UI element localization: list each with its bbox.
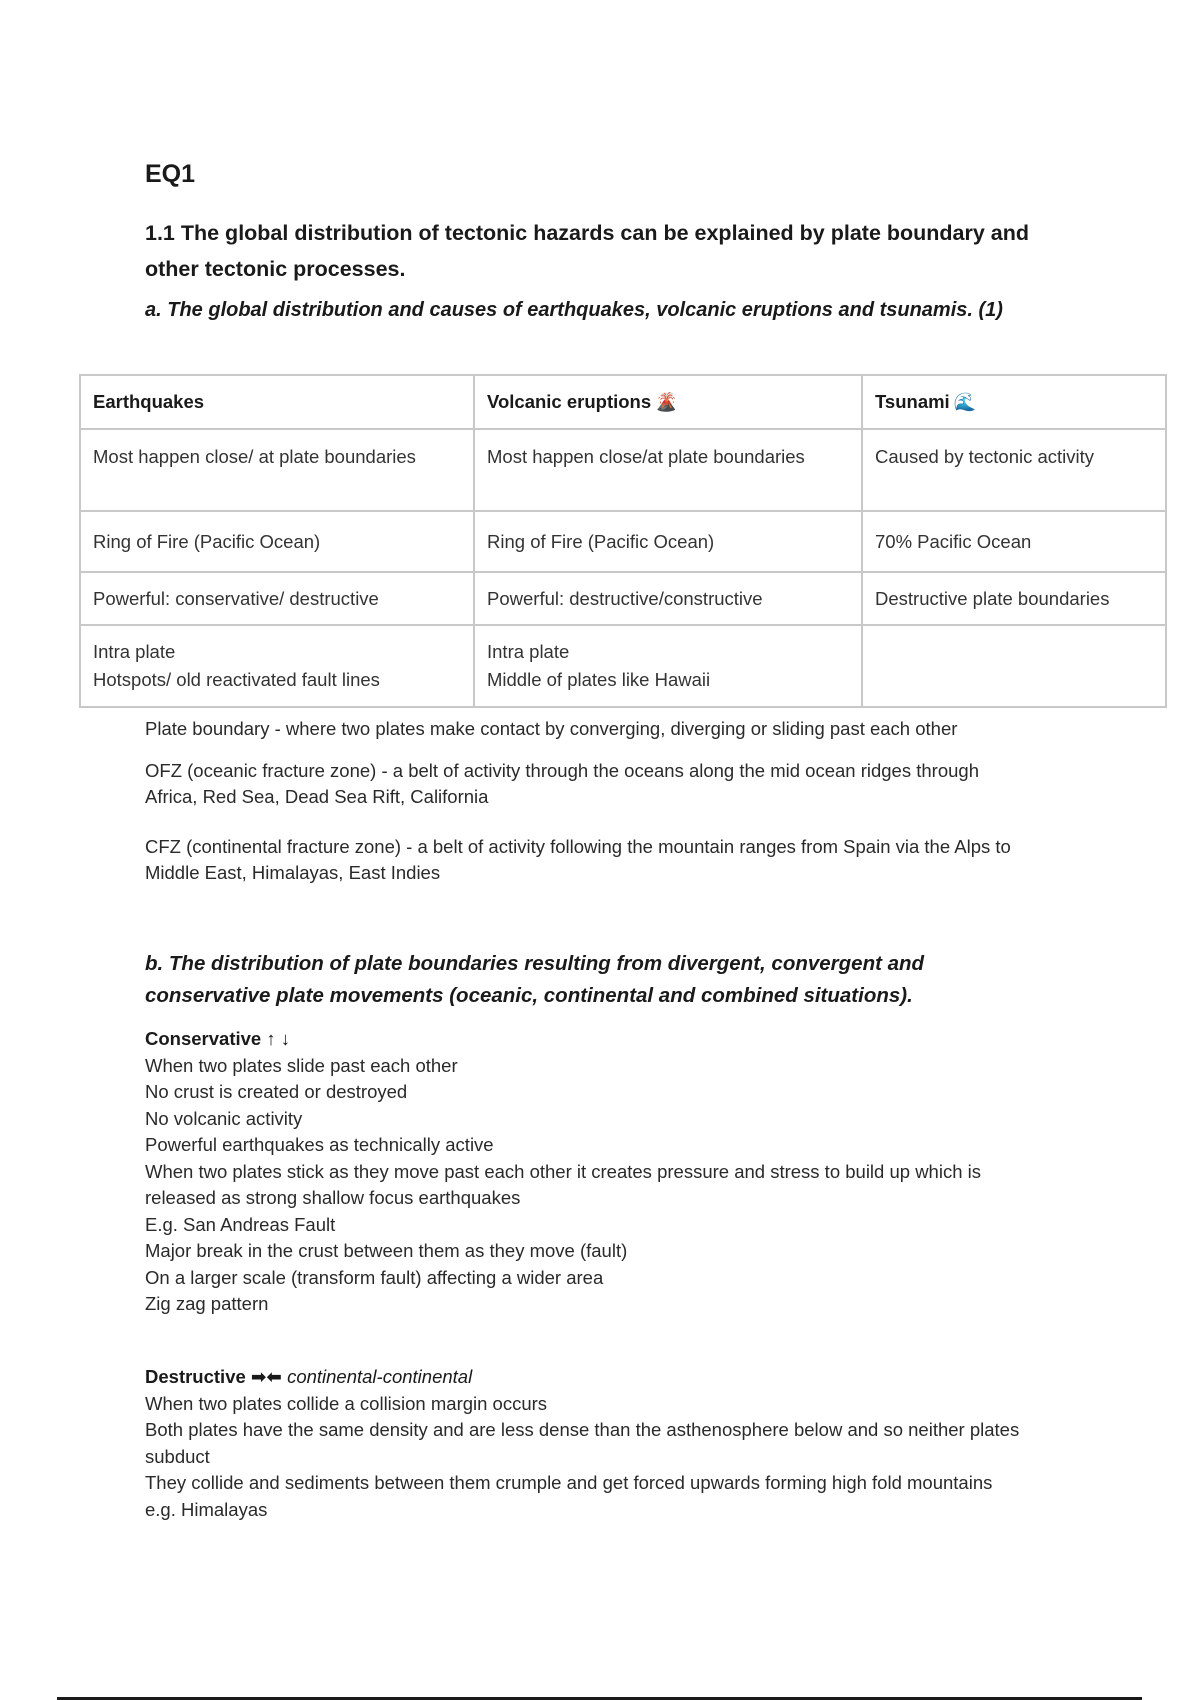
list-item: E.g. San Andreas Fault bbox=[145, 1213, 336, 1235]
table-cell: Powerful: conservative/ destructive bbox=[80, 572, 474, 625]
table-cell: Powerful: destructive/constructive bbox=[474, 572, 862, 625]
up-down-arrows-icon: ↑ ↓ bbox=[266, 1028, 290, 1049]
list-item: No volcanic activity bbox=[145, 1107, 303, 1129]
volcano-icon: 🌋 bbox=[655, 392, 678, 412]
list-item: Both plates have the same density and are less dense than the asthenosphere below and so neither plates subduct bbox=[145, 1419, 1020, 1467]
wave-icon: 🌊 bbox=[953, 392, 977, 412]
hazards-table bbox=[79, 374, 1167, 708]
table-row bbox=[80, 625, 1166, 707]
conservative-title: Conservative ↑ ↓ bbox=[145, 1028, 290, 1049]
converging-arrows-icon: ➡⬅ bbox=[250, 1366, 282, 1387]
definition-plate-boundary: Plate boundary - where two plates make contact by converging, diverging or sliding past each other bbox=[145, 718, 958, 739]
table-cell bbox=[862, 625, 1166, 707]
table-cell: Intra plate Hotspots/ old reactivated fault lines bbox=[80, 625, 474, 707]
destructive-section bbox=[145, 1364, 1065, 1523]
table-cell: Destructive plate boundaries bbox=[862, 572, 1166, 625]
list-item: Zig zag pattern bbox=[145, 1293, 269, 1314]
enquiry-heading: 1.1 The global distribution of tectonic hazards can be explained by plate boundary and other tectonic processes. bbox=[145, 221, 1030, 281]
list-item: No crust is created or destroyed bbox=[145, 1081, 408, 1102]
table-row bbox=[80, 511, 1166, 572]
list-item: When two plates stick as they move past each other it creates pressure and stress to build up which is released as strong shallow focus earthquakes bbox=[145, 1160, 981, 1208]
definition-ofz: OFZ (oceanic fracture zone) - a belt of activity through the oceans along the mid ocean ridges through Africa, Red Sea, Dead Sea Rift, California bbox=[145, 760, 979, 807]
table-cell: Most happen close/ at plate boundaries bbox=[80, 429, 474, 511]
definition-cfz: CFZ (continental fracture zone) - a belt of activity following the mountain ranges from Spain via the Alps to Middle East, Himalayas, East Indies bbox=[145, 836, 1011, 883]
list-item: On a larger scale (transform fault) affecting a wider area bbox=[145, 1266, 604, 1288]
table-cell: Intra plate Middle of plates like Hawaii bbox=[474, 625, 862, 707]
table-row bbox=[80, 429, 1166, 511]
table-cell: Ring of Fire (Pacific Ocean) bbox=[80, 511, 474, 572]
list-item: When two plates slide past each other bbox=[145, 1054, 458, 1076]
section-b-heading: b. The distribution of plate boundaries resulting from divergent, convergent and conservative plate movements (oceanic, continental and combined situations). bbox=[145, 952, 925, 1007]
conservative-section bbox=[145, 1026, 1065, 1318]
header-earthquakes: Earthquakes bbox=[80, 375, 474, 429]
header-volcanic-eruptions: Volcanic eruptions 🌋 bbox=[474, 375, 862, 429]
table-cell: Ring of Fire (Pacific Ocean) bbox=[474, 511, 862, 572]
table-header-row bbox=[80, 375, 1166, 429]
section-a-heading: a. The global distribution and causes of earthquakes, volcanic eruptions and tsunamis. (1) bbox=[145, 299, 1003, 321]
list-item: They collide and sediments between them crumple and get forced upwards forming high fold mountains e.g. Himalayas bbox=[145, 1472, 993, 1520]
destructive-title: Destructive ➡⬅ continental-continental bbox=[145, 1366, 473, 1387]
list-item: Major break in the crust between them as they move (fault) bbox=[145, 1240, 628, 1261]
list-item: When two plates collide a collision margin occurs bbox=[145, 1392, 548, 1414]
list-item: Powerful earthquakes as technically active bbox=[145, 1134, 494, 1155]
table-cell: 70% Pacific Ocean bbox=[862, 511, 1166, 572]
table-cell: Caused by tectonic activity bbox=[862, 429, 1166, 511]
header-tsunami: Tsunami 🌊 bbox=[862, 375, 1166, 429]
document-code: EQ1 bbox=[145, 160, 196, 188]
table-cell: Most happen close/at plate boundaries bbox=[474, 429, 862, 511]
table-row bbox=[80, 572, 1166, 625]
